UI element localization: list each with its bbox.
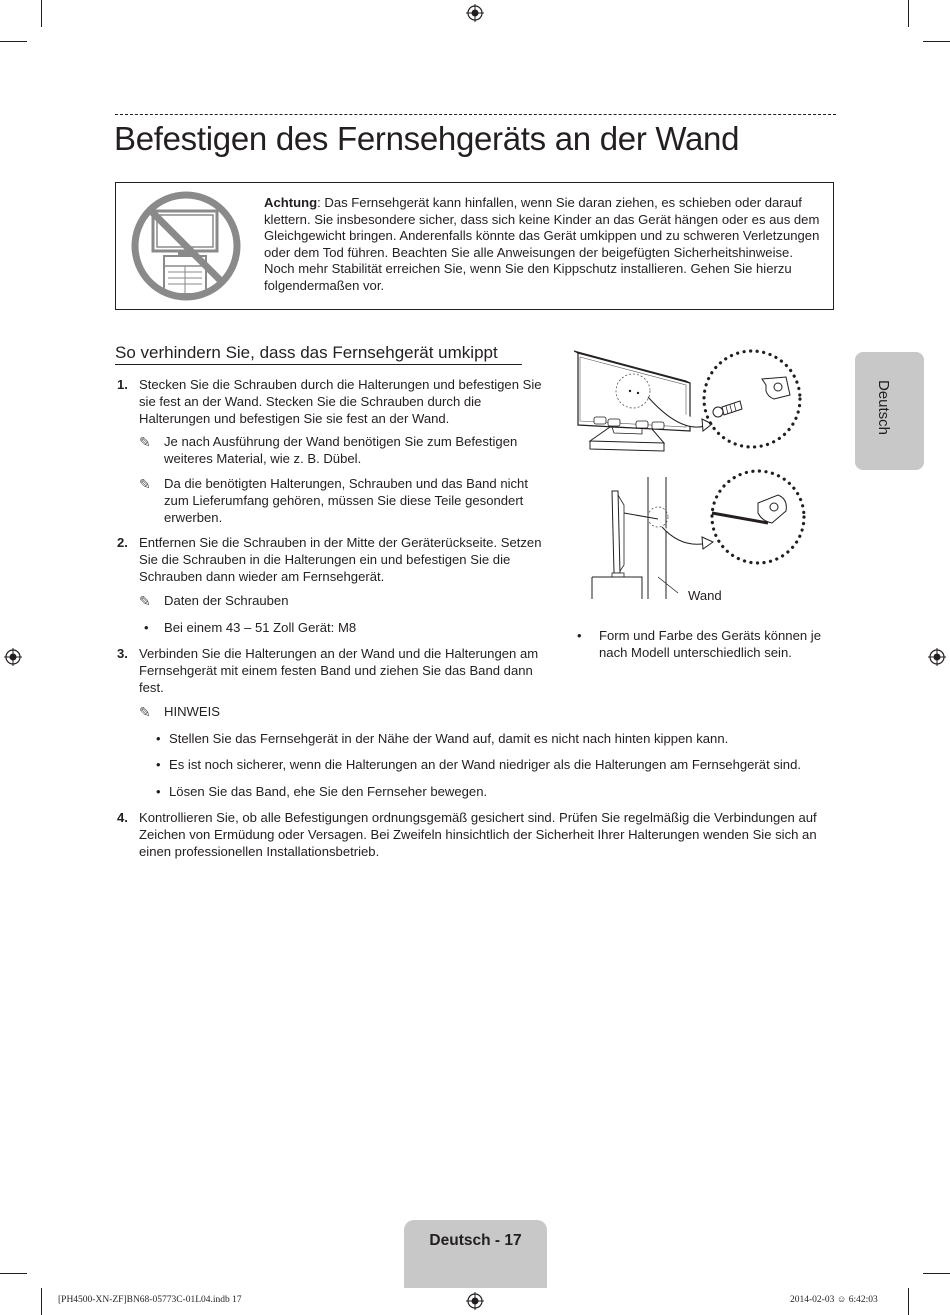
registration-mark-icon — [928, 648, 946, 666]
pencil-note-icon: ✎ — [139, 434, 151, 450]
pencil-note-icon: ✎ — [139, 476, 151, 492]
section-underline — [115, 364, 522, 365]
tv-rear-bracket-illustration — [572, 345, 812, 465]
bullet-dot: • — [156, 784, 161, 799]
title-dashed-rule — [115, 114, 836, 115]
no-tv-on-furniture-icon — [128, 189, 244, 304]
step-note: Da die benötigten Halterungen, Schrauben und das Band nicht zum Lieferumfang gehören, müssen Sie diese Teile gesondert erwerben. — [164, 476, 528, 525]
step-bullet: Lösen Sie das Band, ehe Sie den Fernseher bewegen. — [169, 784, 488, 799]
bullet-dot: • — [156, 757, 161, 772]
tv-side-strap-illustration — [582, 465, 812, 603]
page-number-tab — [404, 1220, 547, 1288]
warning-label: Achtung — [264, 195, 318, 210]
crop-mark — [923, 1273, 950, 1274]
step-text: Verbinden Sie die Halterungen an der Wand und die Halterungen am Fernsehgerät mit einem festen Band und ziehen Sie das Band dann fest. — [139, 646, 539, 695]
page-number-label: Deutsch - 17 — [429, 1232, 522, 1249]
pencil-note-icon: ✎ — [139, 704, 151, 720]
step-number: 1. — [117, 377, 128, 392]
print-slug-left: [PH4500-XN-ZF]BN68-05773C-01L04.indb 17 — [58, 1295, 242, 1305]
print-slug-right: 2014-02-03 ☺ 6:42:03 — [790, 1295, 878, 1305]
step-note: Daten der Schrauben — [164, 593, 289, 608]
side-tab-label: Deutsch — [875, 380, 892, 436]
warning-body: : Das Fernsehgerät kann hinfallen, wenn Sie daran ziehen, es schieben oder darauf klettern. Sie insbesondere sicher, dass sich keine Kinder an das Gerät hängen oder es aus dem Gleichgewicht bringen. Anderenfalls könnte das Gerät umkippen und zu schweren Verletzungen oder dem Tod führen. Beachten Sie alle Anweisungen der beigefügten Sicherheitshinweise. Noch mehr Stabilität erreichen Sie, wenn Sie den Kippschutz installieren. Gehen Sie hierzu folgendermaßen vor. — [264, 195, 820, 293]
registration-mark-icon — [4, 648, 22, 666]
step-bullet: Stellen Sie das Fernsehgerät in der Nähe der Wand auf, damit es nicht nach hinten kippen kann. — [169, 731, 729, 746]
crop-mark — [0, 41, 27, 42]
step-text: Kontrollieren Sie, ob alle Befestigungen ordnungsgemäß gesichert sind. Prüfen Sie regelmäßig die Verbindungen auf Zeichen von Ermüdung oder Versagen. Bei Zweifeln hinsichtlich der Sicherheit Ihrer Halterungen wenden Sie sich an einen professionellen Installationsbetrieb. — [139, 810, 817, 859]
step-bullet: Bei einem 43 – 51 Zoll Gerät: M8 — [164, 620, 357, 635]
step-number: 3. — [117, 646, 128, 661]
step-text: Entfernen Sie die Schrauben in der Mitte der Geräterückseite. Setzen Sie die Schrauben in die Halterungen ein und befestigen Sie die Schrauben dann wieder am Fernsehgerät. — [139, 535, 542, 584]
crop-mark — [908, 0, 909, 27]
section-title: So verhindern Sie, dass das Fernsehgerät umkippt — [115, 343, 498, 362]
step-note: Je nach Ausführung der Wand benötigen Sie zum Befestigen weiteres Material, wie z. B. Dübel. — [164, 434, 518, 466]
wall-label: Wand — [688, 588, 722, 603]
step-bullet: Es ist noch sicherer, wenn die Halterungen an der Wand niedriger als die Halterungen am Fernsehgerät sind. — [169, 757, 802, 772]
crop-mark — [41, 1288, 42, 1315]
crop-mark — [0, 1273, 27, 1274]
bullet-dot: • — [144, 620, 149, 635]
step-number: 4. — [117, 810, 128, 825]
step-number: 2. — [117, 535, 128, 550]
step-text: Stecken Sie die Schrauben durch die Halterungen und befestigen Sie sie fest an der Wand. Stecken Sie die Schrauben durch die Halterungen und befestigen Sie sie fest an der Wand. — [139, 377, 542, 426]
crop-mark — [923, 41, 950, 42]
registration-mark-icon — [466, 4, 484, 22]
registration-mark-icon — [466, 1292, 484, 1310]
hinweis-label: HINWEIS — [164, 704, 221, 719]
crop-mark — [908, 1288, 909, 1315]
page-title: Befestigen des Fernsehgeräts an der Wand — [114, 120, 740, 157]
warning-text — [264, 195, 826, 295]
pencil-note-icon: ✎ — [139, 593, 151, 609]
bullet-dot: • — [156, 731, 161, 746]
bullet-dot: • — [577, 628, 582, 643]
crop-mark — [41, 0, 42, 27]
language-side-tab — [855, 352, 924, 470]
figure-caption: Form und Farbe des Geräts können je nach Modell unterschiedlich sein. — [599, 628, 821, 660]
